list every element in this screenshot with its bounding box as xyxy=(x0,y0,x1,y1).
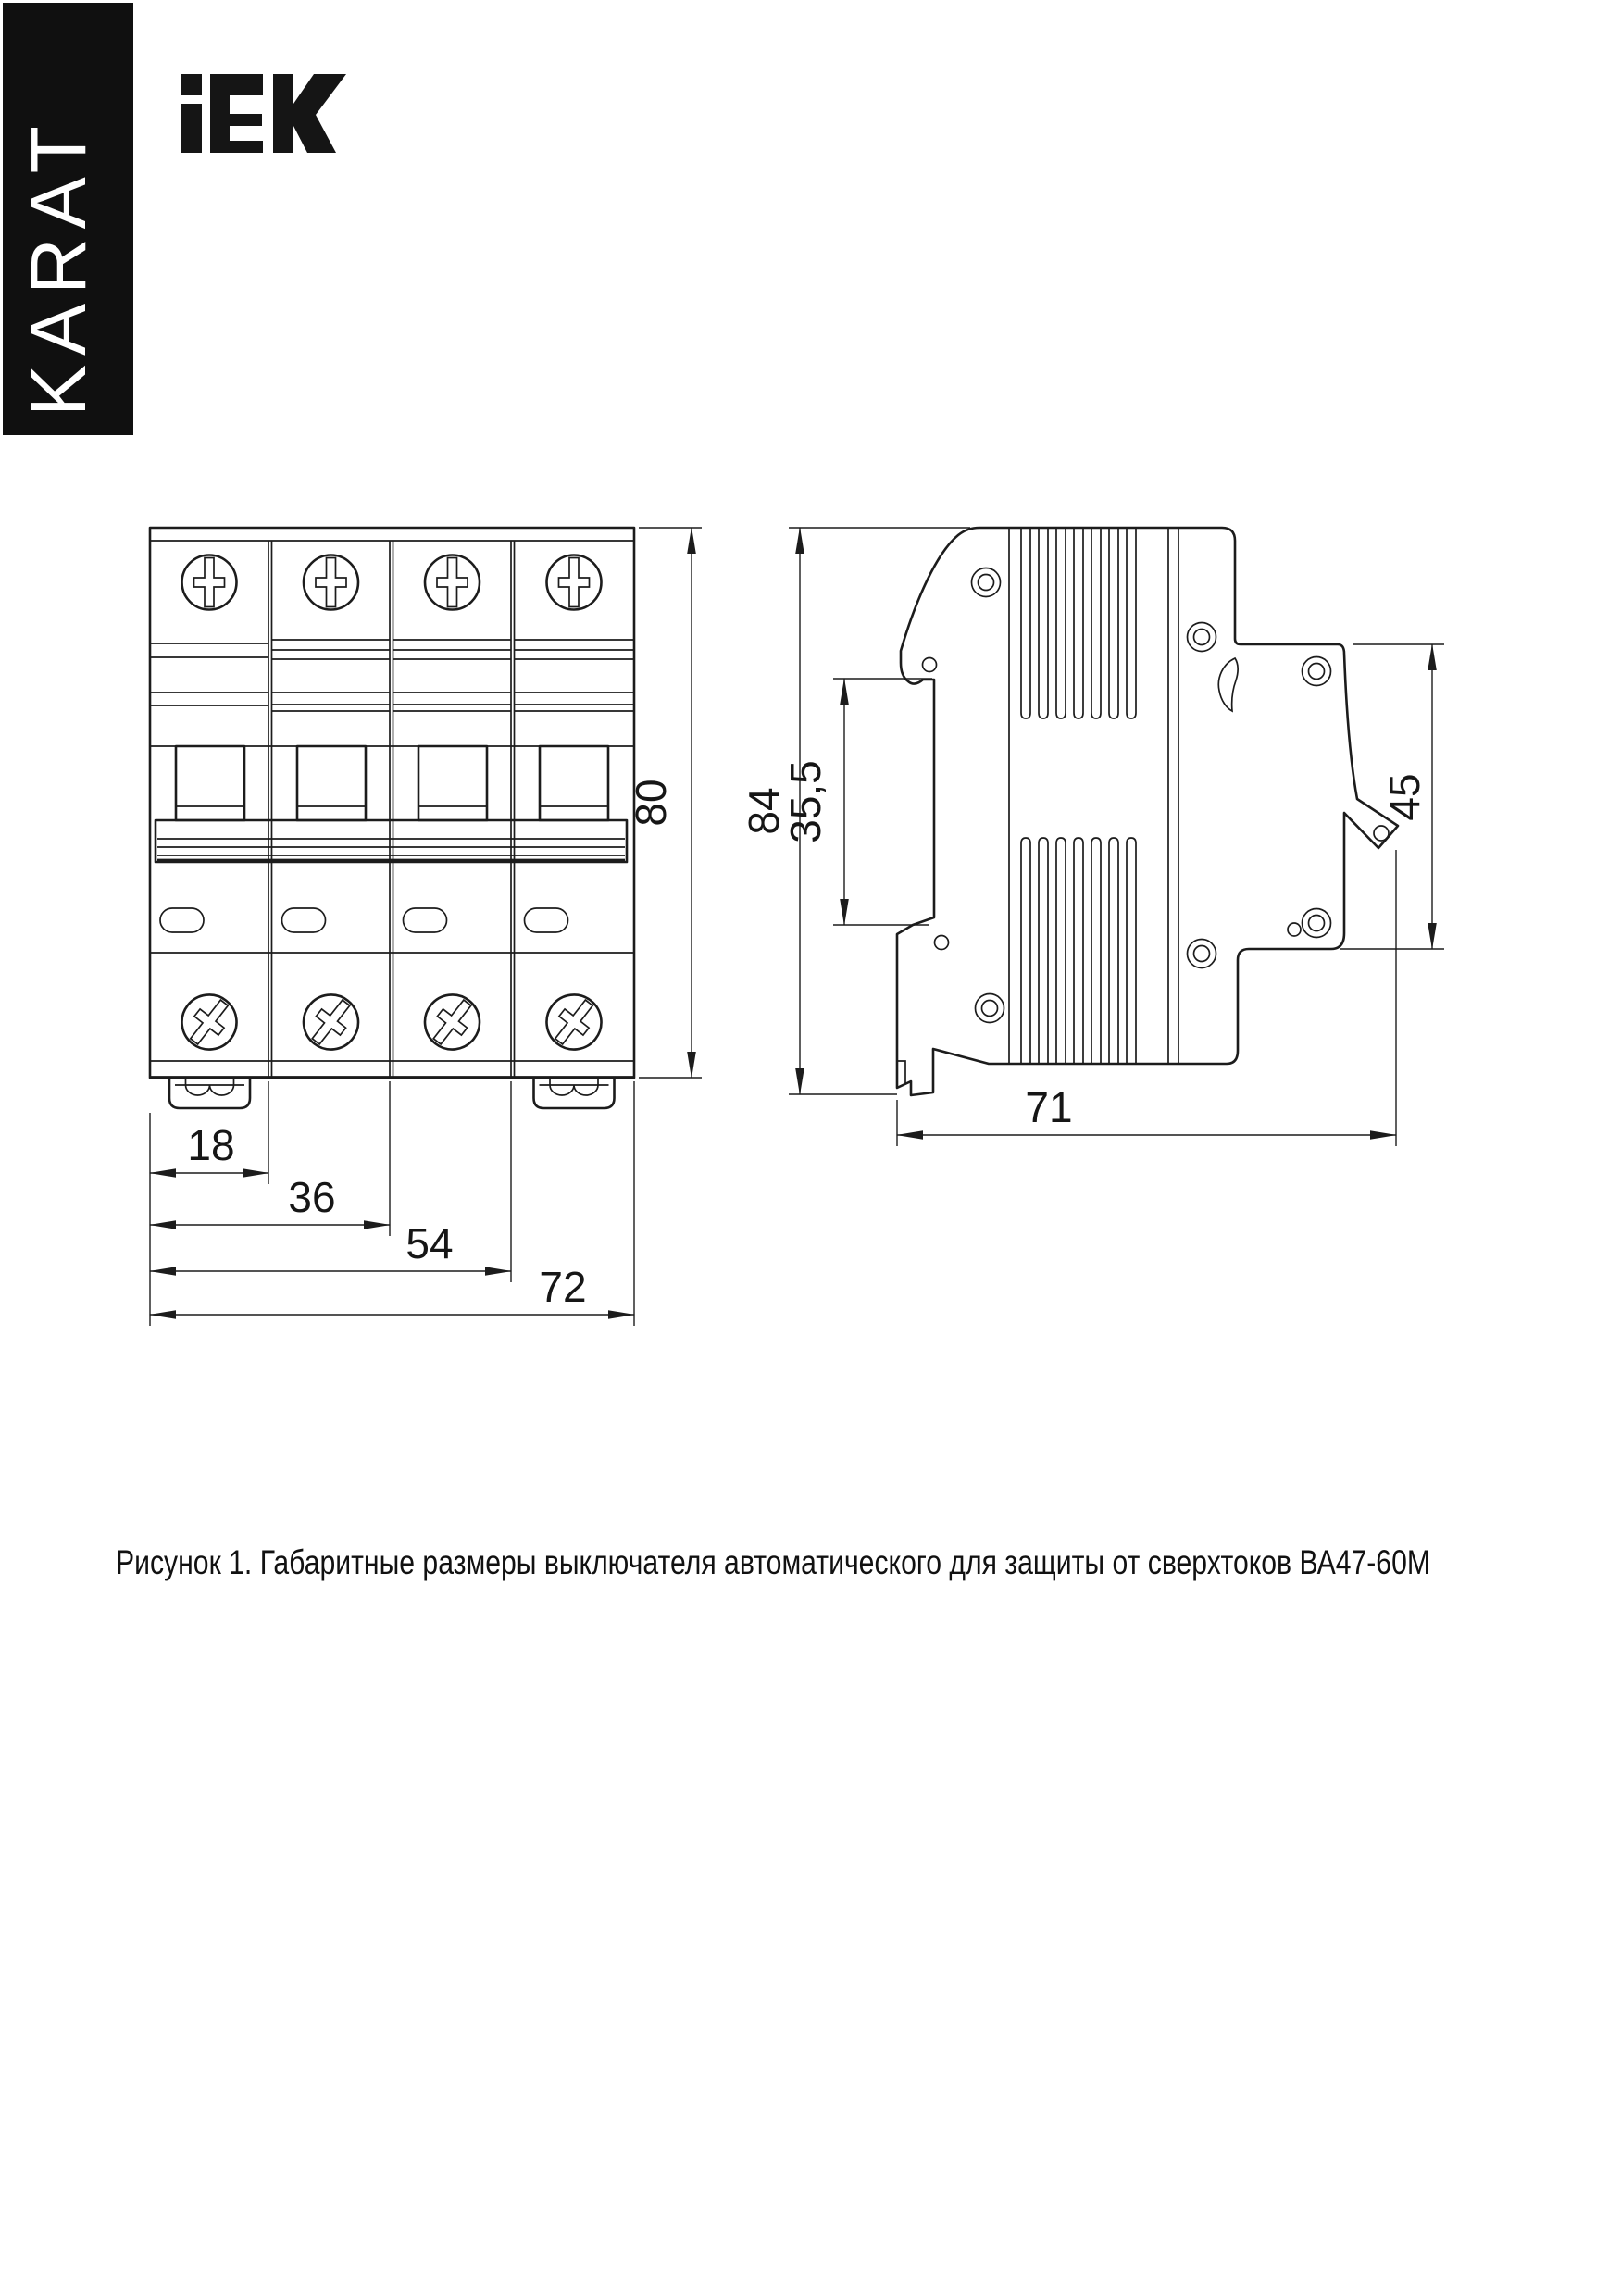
dimension-din-channel xyxy=(781,679,932,925)
figure-caption: Рисунок 1. Габаритные размеры выключателя автоматического для защиты от сверхтоков ВА47-60М xyxy=(116,1543,1430,1581)
dim-label-54: 54 xyxy=(405,1219,454,1267)
karat-label: KARAT xyxy=(15,117,102,417)
terminal-screws-bottom xyxy=(171,984,613,1061)
module-dividers xyxy=(268,541,515,1078)
dimension-front-widths xyxy=(150,1081,634,1326)
dimension-depth xyxy=(897,850,1396,1146)
curved-slot xyxy=(1218,658,1238,711)
terminal-screws-top xyxy=(182,555,602,610)
terminal-lines xyxy=(150,640,634,711)
karat-banner xyxy=(3,3,133,435)
pin-hole-clip xyxy=(935,936,949,950)
dim-label-35-5: 35,5 xyxy=(781,760,829,843)
tie-bar xyxy=(156,820,627,862)
dim-label-71: 71 xyxy=(1025,1083,1073,1131)
side-view-drawing xyxy=(740,528,1444,1146)
toggle-levers xyxy=(176,746,608,820)
vent-slots-top xyxy=(1021,529,1136,718)
iek-logo xyxy=(181,74,346,153)
dim-label-36: 36 xyxy=(288,1173,336,1221)
rivets xyxy=(972,568,1331,1023)
dim-label-72: 72 xyxy=(539,1263,587,1311)
marking-windows xyxy=(160,908,568,932)
dim-label-84: 84 xyxy=(740,787,788,835)
lever-hole xyxy=(1374,826,1389,841)
vent-slots-bottom xyxy=(1021,838,1136,1063)
dimension-front-height xyxy=(627,528,702,1078)
dim-label-45: 45 xyxy=(1380,773,1428,821)
dim-label-80: 80 xyxy=(627,779,675,827)
front-view-drawing xyxy=(150,528,702,1326)
pin-hole-front xyxy=(1288,923,1301,936)
dim-label-18: 18 xyxy=(187,1121,235,1169)
dimension-side-height xyxy=(740,528,970,1094)
side-body-outline xyxy=(897,528,1398,1095)
pin-hole-hook xyxy=(923,658,937,672)
din-clips-front xyxy=(169,1078,615,1108)
